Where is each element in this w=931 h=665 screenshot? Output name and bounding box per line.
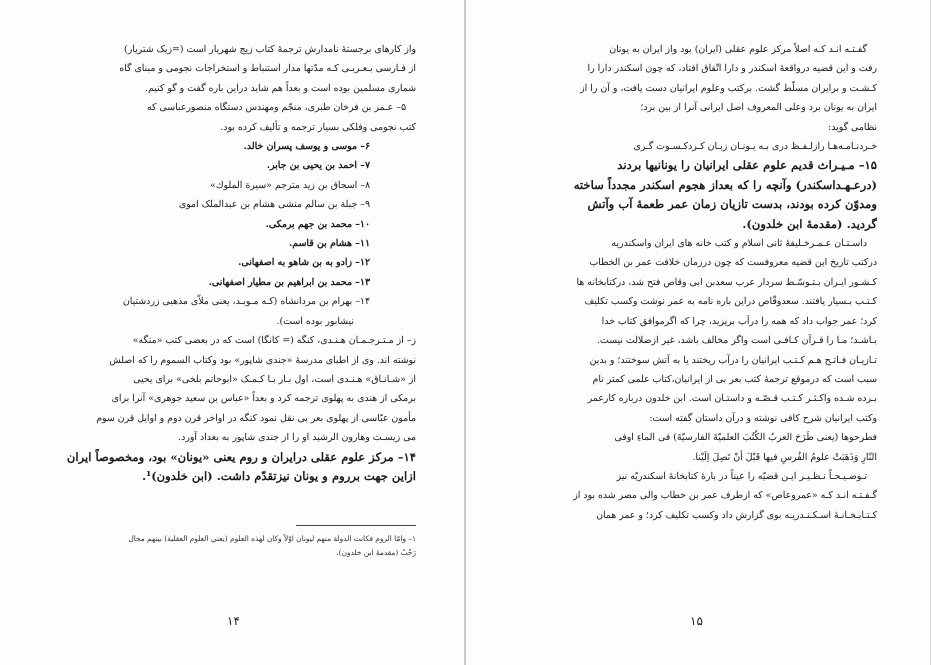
footnote-line: رَحْبٌ (مقدمهٔ ابن خلدون). [336,548,416,557]
list-item: ۸– اسحاق بن زید مترجم «سیرة الملوك» [210,179,370,191]
footnote-line: ۱– وامّا الروم فكانت الدولة منهم ليونان اوّلاً وكان لهذه العلوم (يعني العلوم العقلية) بينهم مجال [128,534,416,543]
text-line: از فـارسی بـعـربـی کـه مدّتها مدار استنباط و استخراجات نجومی و مبنای گاه [119,63,416,75]
text-line: ۵– عـمر بن فرخان طبری، منجّم ومهندس دستگاه منصورعباسی که [146,102,406,114]
text-line: مأمون عبّاسی از پهلوی بعر بی نقل نمود کنگه در اواخر قرن دوم و اوایل قرن سوم [96,412,416,424]
list-item: ۹– جبلة بن سالم منشی هشام بن عبدالملک اموی [178,199,370,211]
text-line: کرد؛ عمر جواب داد که همه را درآب بریزید، چرا که اگرموافق کتاب خدا [601,315,877,327]
text-line: کـتـب بـسیار یافتند. سعدوقّاص دراین باره نامه به عمر نوشت وکسب تکلیف [584,296,877,308]
footnote [64,532,416,560]
text-line: می زیسـت وهارون الرشید او را از جندی شاپور به بغداد آورد. [178,432,416,444]
list-item: ۱۳– محمد بن ابراهیم بن مطیار اصفهانی. [208,276,370,288]
list-item: ۱۱– هشام بن قاسم. [289,238,370,250]
text-line: ز– از مـتـرجـمـان هـنـدی، کنگه (= کانگا) است که در بعضی کتب «منگه» [132,335,416,347]
arabic-quote-line: فطرحوها (یعنی طَرَحَ العربُ الکُتُبَ العلمیّةَ الفارسیّةَ) فی الماءِ اوفی [614,432,877,444]
text-line: واز کارهای برجستهٔ نامدارش ترجمهٔ کتاب زیج شهریار است (=زیک شتریار) [124,44,416,55]
section-heading: گردید. (مقدمهٔ ابن خلدون). [742,216,877,231]
section-heading: ازاین جهت برروم و یونان نیزتقدّم داشت. (ابن خلدون)¹. [142,468,416,483]
text-line: کـشـور ایـران بـتـوسّـط سردار عرب سعدبن ابی وقاص فتح شد، درکتابخانه ها [576,276,877,288]
section-heading: ومدوّن کرده بودند، بدست تازیان زمان عمر طعمهٔ آب وآتش [587,197,877,212]
text-line: تـازیـان فـاتـح هـم کـتـب ایرانیان را درآب ریختند یا به آتش سوختند؛ و بدین [589,354,877,366]
section-heading: (درعـهـداسکندر) وآنچه را که بعداز هجوم اسکندر مجدداً ساخته [573,177,877,192]
section-heading: ۱۵– مـیـراث قدیم علوم عقلی ایرانیان را یونانیها بردند [617,158,877,173]
arabic-quote-line: النّارِ وَذَهَبَتْ علومُ الفُرسِ فیها قَبْلَ أنْ تَصِلَ اِلَیْنا. [692,451,877,463]
text-line: نظامی گوید: [828,121,877,133]
text-line: کتب نجومی وفلکی بسیار ترجمه و تألیف کرده بود. [220,121,416,133]
section-heading: ۱۴– مرکز علوم عقلی درایران و روم یعنی «یونان» بود، ومخصوصاً ایران [66,449,416,464]
page-number: ۱۴ [227,614,240,628]
page-14-body [64,40,416,486]
text-line: بـاشـد؛ مـا را قـرآن کـافـی است واگر مخالف باشد، غیر ازضلالت نیست. [596,335,877,347]
text-line: نوشته اند. وی از اطبای مدرسهٔ «جندی شاپور» بود وکتاب السموم را که اصلش [109,354,416,366]
text-line: داسـتـان عـمـرخـلیفهٔ ثانی اسلام و کتب خانه های ایران واسکندریه [611,238,867,250]
text-line: بـرده شـده واکـثـر کـتـب قـصّـه و داستـان است. ابن خلدون درباره کارعمر [587,393,877,405]
list-item: ۷– احمد بن یحیی بن جابر. [266,160,370,172]
text-line: ایران به یونان برد وعلی المعروف اصل ایرانی آنرا از بین برد؛ [640,102,877,114]
text-line: وکتب ایرانیان شرح کافی نوشته و درآن داستان گفته است: [649,412,877,424]
footnote-divider [296,525,416,526]
list-item: ۶– موسی و یوسف پسران خالد. [243,141,370,153]
text-line: کـشـت و برایران مسلّط گشت. برکتب وعلوم ایرانیان دست یافت، و آن را از [580,82,877,94]
text-line: گفـتـه انـد کـه اصلاً مرکز علوم عقلی (ایران) بود واز ایران به یونان [609,44,867,55]
text-line: رفت و این قضیه درواقعهٔ اسکندر و دارا اتّفاق افتاد، که چون اسکندر دارا را [587,63,877,75]
text-line: گـفـتـه انـد کـه «عمروعاص» که ازطرف عمر بن خطاب والی مصر شده بود از [573,490,877,502]
verse-line: خـردنـامـه‌هـا رازلـفـظ دری بـه یـونـان زبـان کـردکـسـوت گـری [633,141,877,153]
text-line: نیشابور بوده است). [276,315,354,327]
list-item: ۱۴– بهرام بن مردانشاه (کـه مـوبـد، یعنی ملاّی مذهبی زردشتیان [122,296,370,308]
text-line: از «شـانـاق» هـنـدی است، اول بـار بـا کـمـک «ابوحاتم بلخی» برای یحیی [133,373,416,385]
page-number: ۱۵ [690,614,703,628]
page-14 [0,0,465,665]
text-line: سبب است که درموقع ترجمهٔ کتب بعر بی از ایرانیان،کتاب علمی کمتر نام [592,373,877,385]
page-15-body [522,40,877,525]
text-line: شماری مسلمین بوده است و بعداً هم شاید دراین باره گفت و گو کنیم. [145,82,416,94]
book-gutter [464,0,466,665]
list-item: ۱۲– زادو به بن شاهو به اصفهانی. [238,257,370,269]
text-line: کـتـابـخـانـهٔ اسـکـنـدریـه بوی گزارش داد وکسب تکلیف کرد؛ و عمر همان [596,509,877,521]
list-item: ۱۰– محمد بن جهم برمکی. [265,218,370,230]
page-15 [465,0,930,665]
text-line: تـوضـیـحـاً نـظـیـر ایـن قضیّه را عیناً در بارهٔ کتابخانهٔ اسکندریّه نیز [616,470,867,482]
text-line: درکتب تاریخ این قضیه معروفست که چون درزمان خلافت عمر بن الخطاب [589,257,877,269]
text-line: برمکی از هندی به پهلوی ترجمه کرد و بعداً «عباس بن سعید جوهری» آنرا برای [111,393,416,405]
